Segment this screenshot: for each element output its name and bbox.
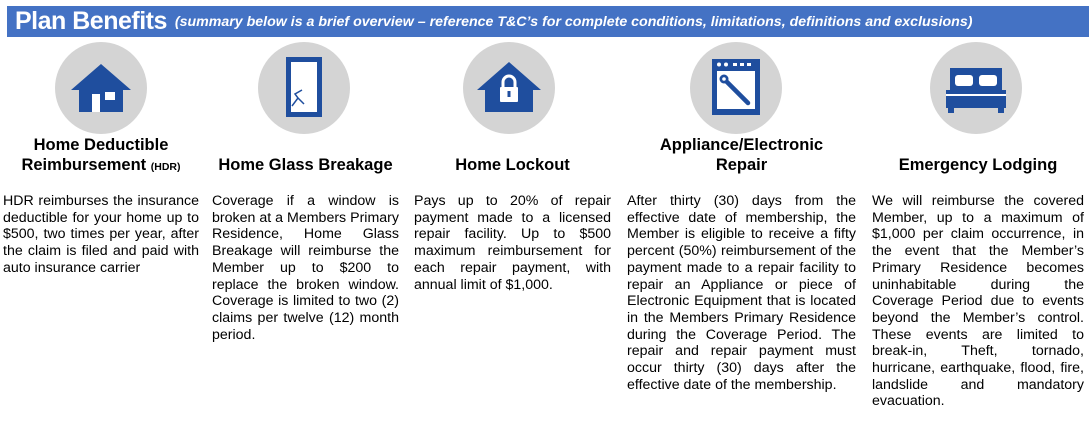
benefit-title: Home Lockout — [455, 156, 570, 174]
benefit-description: Pays up to 20% of repair payment made to a licensed repair facility. Up to $500 maximum reimbursement for each repair payment, with annual limit of $1,000. — [414, 193, 611, 293]
appliance-repair-icon — [690, 42, 782, 134]
house-icon — [55, 42, 147, 134]
benefit-description: We will reimburse the covered Member, up to a maximum of $1,000 per claim occurrence, in the event that the Member’s Primary Residence becomes uninhabitable during the Coverage Period due to events beyond the Member’s control. These events are limited to break-in, Theft, tornado, hurricane, earthquake, flood, fire, landslide and mandatory evacuation. — [872, 193, 1084, 410]
page-title: Plan Benefits — [15, 7, 167, 35]
benefit-title: Home Deductible Reimbursement (HDR) — [21, 136, 181, 174]
benefit-title: Emergency Lodging — [898, 156, 1058, 174]
page-subtitle: (summary below is a brief overview – reference T&C’s for complete conditions, limitations, definitions and exclusions) — [174, 13, 973, 30]
bed-icon — [930, 42, 1022, 134]
window-glass-icon — [258, 42, 350, 134]
benefit-title: Appliance/Electronic Repair — [659, 136, 824, 174]
benefit-description: Coverage if a window is broken at a Members Primary Residence, Home Glass Breakage will reimburse the Member up to $200 to replace the broken window. Coverage is limited to two (2) claims per twelve (12) month period. — [212, 193, 399, 343]
benefit-description: After thirty (30) days from the effective date of membership, the Member is eligible to receive a fifty percent (50%) reimbursement of the payment made to a repair facility to repair an Appliance or piece of Electronic Equipment that is located in the Members Primary Residence during the Coverage Period. The repair and repair payment must occur thirty (30) days after the effective date of the membership. — [627, 193, 856, 393]
benefit-title-suffix: (HDR) — [150, 161, 181, 173]
benefit-description: HDR reimburses the insurance deductible for your home up to $500, two times per year, after the claim is filed and paid with auto insurance carrier — [3, 193, 199, 276]
house-lock-icon — [463, 42, 555, 134]
benefit-title: Home Glass Breakage — [218, 156, 393, 174]
header-banner — [7, 6, 1089, 37]
